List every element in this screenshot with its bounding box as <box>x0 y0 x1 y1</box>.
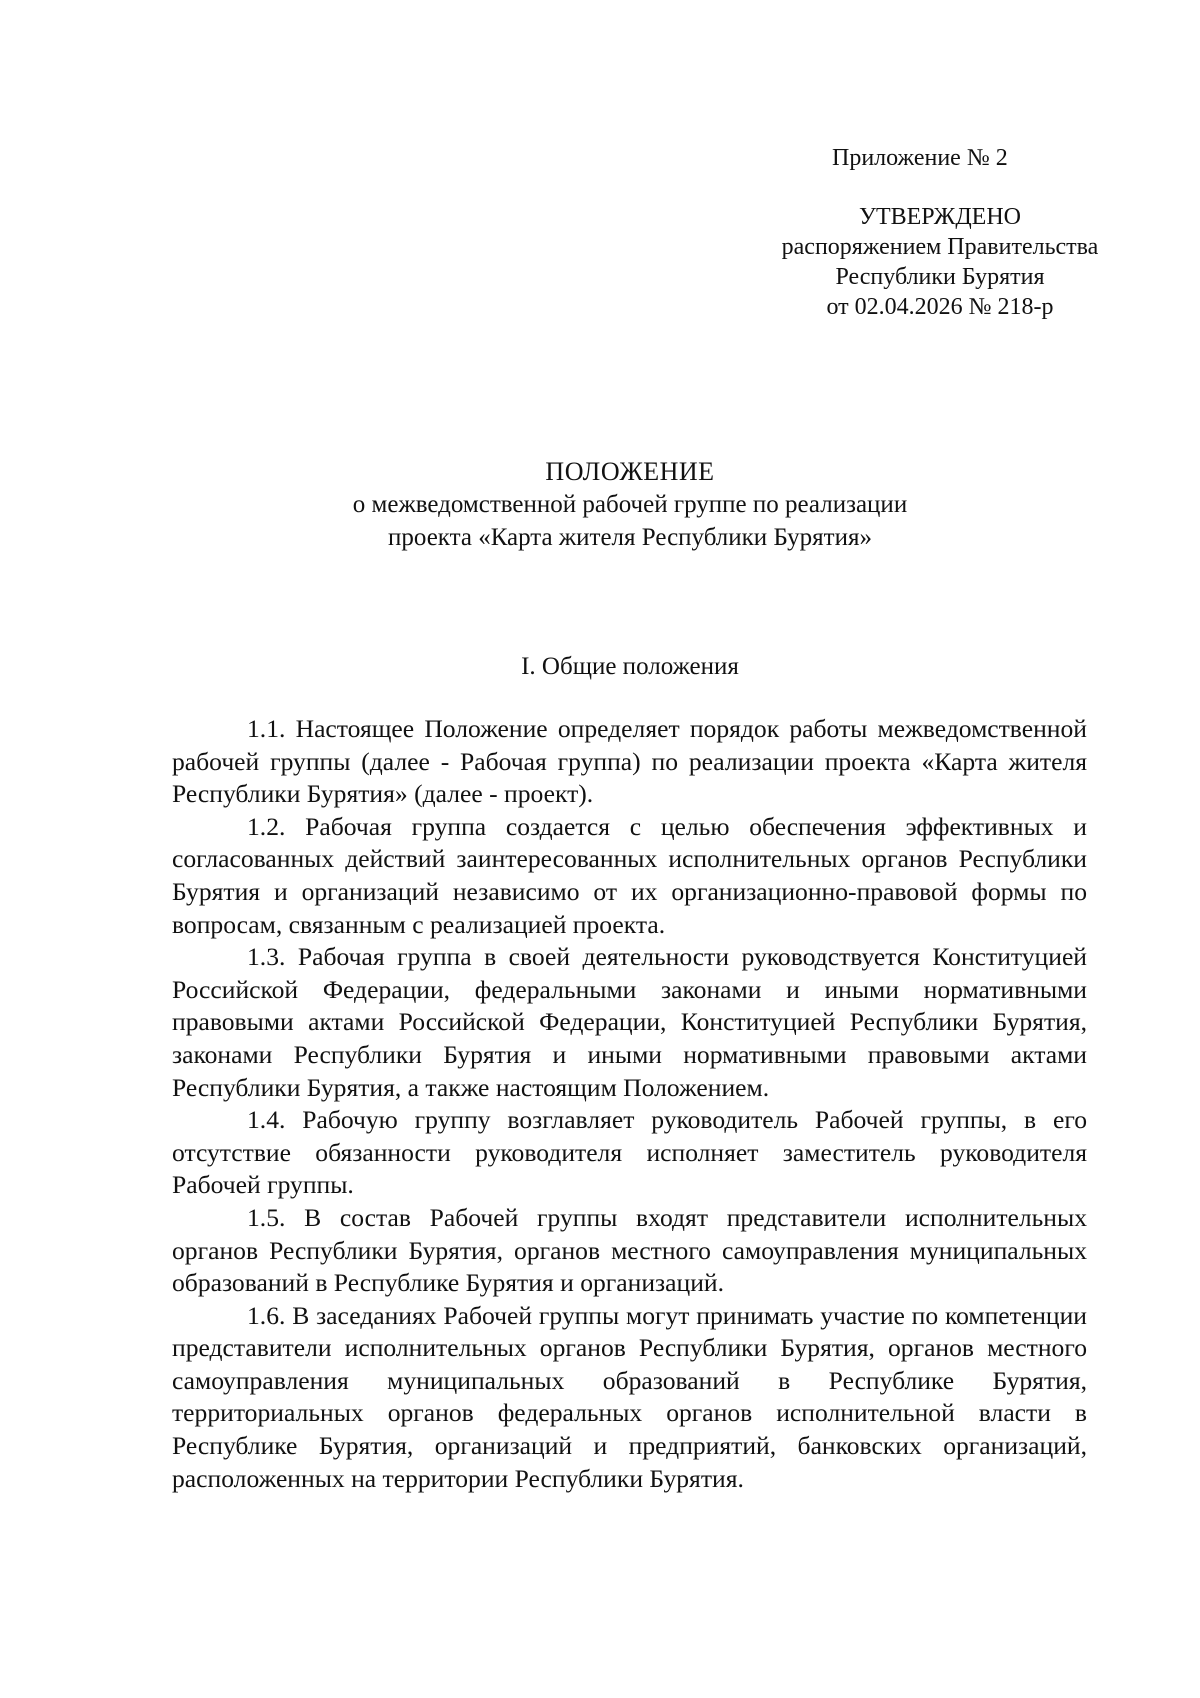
document-subtitle-line-2: проекта «Карта жителя Республики Бурятия» <box>388 524 872 551</box>
document-title: ПОЛОЖЕНИЕ <box>545 457 715 486</box>
document-title-block <box>170 455 1090 554</box>
document-subtitle-line-1: о межведомственной рабочей группе по реализации <box>352 491 908 518</box>
paragraph-1-1: 1.1. Настоящее Положение определяет порядок работы межведомственной рабочей группы (далее - Рабочая группа) по реализации проекта «Карта жителя Республики Бурятия» (далее - проект). <box>172 714 1087 809</box>
approval-stamp-block <box>740 202 1140 322</box>
appendix-label: Приложение № 2 <box>832 145 1008 171</box>
paragraph-1-4: 1.4. Рабочую группу возглавляет руководитель Рабочей группы, в его отсутствие обязанности руководителя исполняет заместитель руководителя Рабочей группы. <box>172 1105 1087 1200</box>
section-heading: I. Общие положения <box>521 653 739 680</box>
paragraph-1-3: 1.3. Рабочая группа в своей деятельности руководствуется Конституцией Российской Федерации, федеральными законами и иными нормативными правовыми актами Российской Федерации, Конституцией Республики Бурятия, законами Республики Бурятия и иными нормативными правовыми актами Республики Бурятия, а также настоящим Положением. <box>172 942 1087 1102</box>
paragraph-1-2: 1.2. Рабочая группа создается с целью обеспечения эффективных и согласованных действий заинтересованных исполнительных органов Республики Бурятия и организаций независимо от их организационно-правовой формы по вопросам, связанным с реализацией проекта. <box>172 811 1087 939</box>
section-body <box>172 713 1087 1495</box>
approved-heading: УТВЕРЖДЕНО <box>858 204 1022 230</box>
approved-by-line-2: Республики Бурятия <box>835 264 1045 290</box>
paragraph-1-5: 1.5. В состав Рабочей группы входят представители исполнительных органов Республики Бурятия, органов местного самоуправления муниципальных образований в Республике Бурятия и организаций. <box>172 1202 1087 1298</box>
approved-by-line-1: распоряжением Правительства <box>781 234 1099 260</box>
paragraph-1-6: 1.6. В заседаниях Рабочей группы могут принимать участие по компетенции представители исполнительных органов Республики Бурятия, органов местного самоуправления муниципальных образований в Республике Бурятия, территориальных органов федеральных органов исполнительной власти в Республике Бурятия, организаций и предприятий, банковских организаций, расположенных на территории Республики Бурятия. <box>172 1300 1087 1493</box>
approved-date: от 02.04.2026 № 218-р <box>826 294 1054 320</box>
